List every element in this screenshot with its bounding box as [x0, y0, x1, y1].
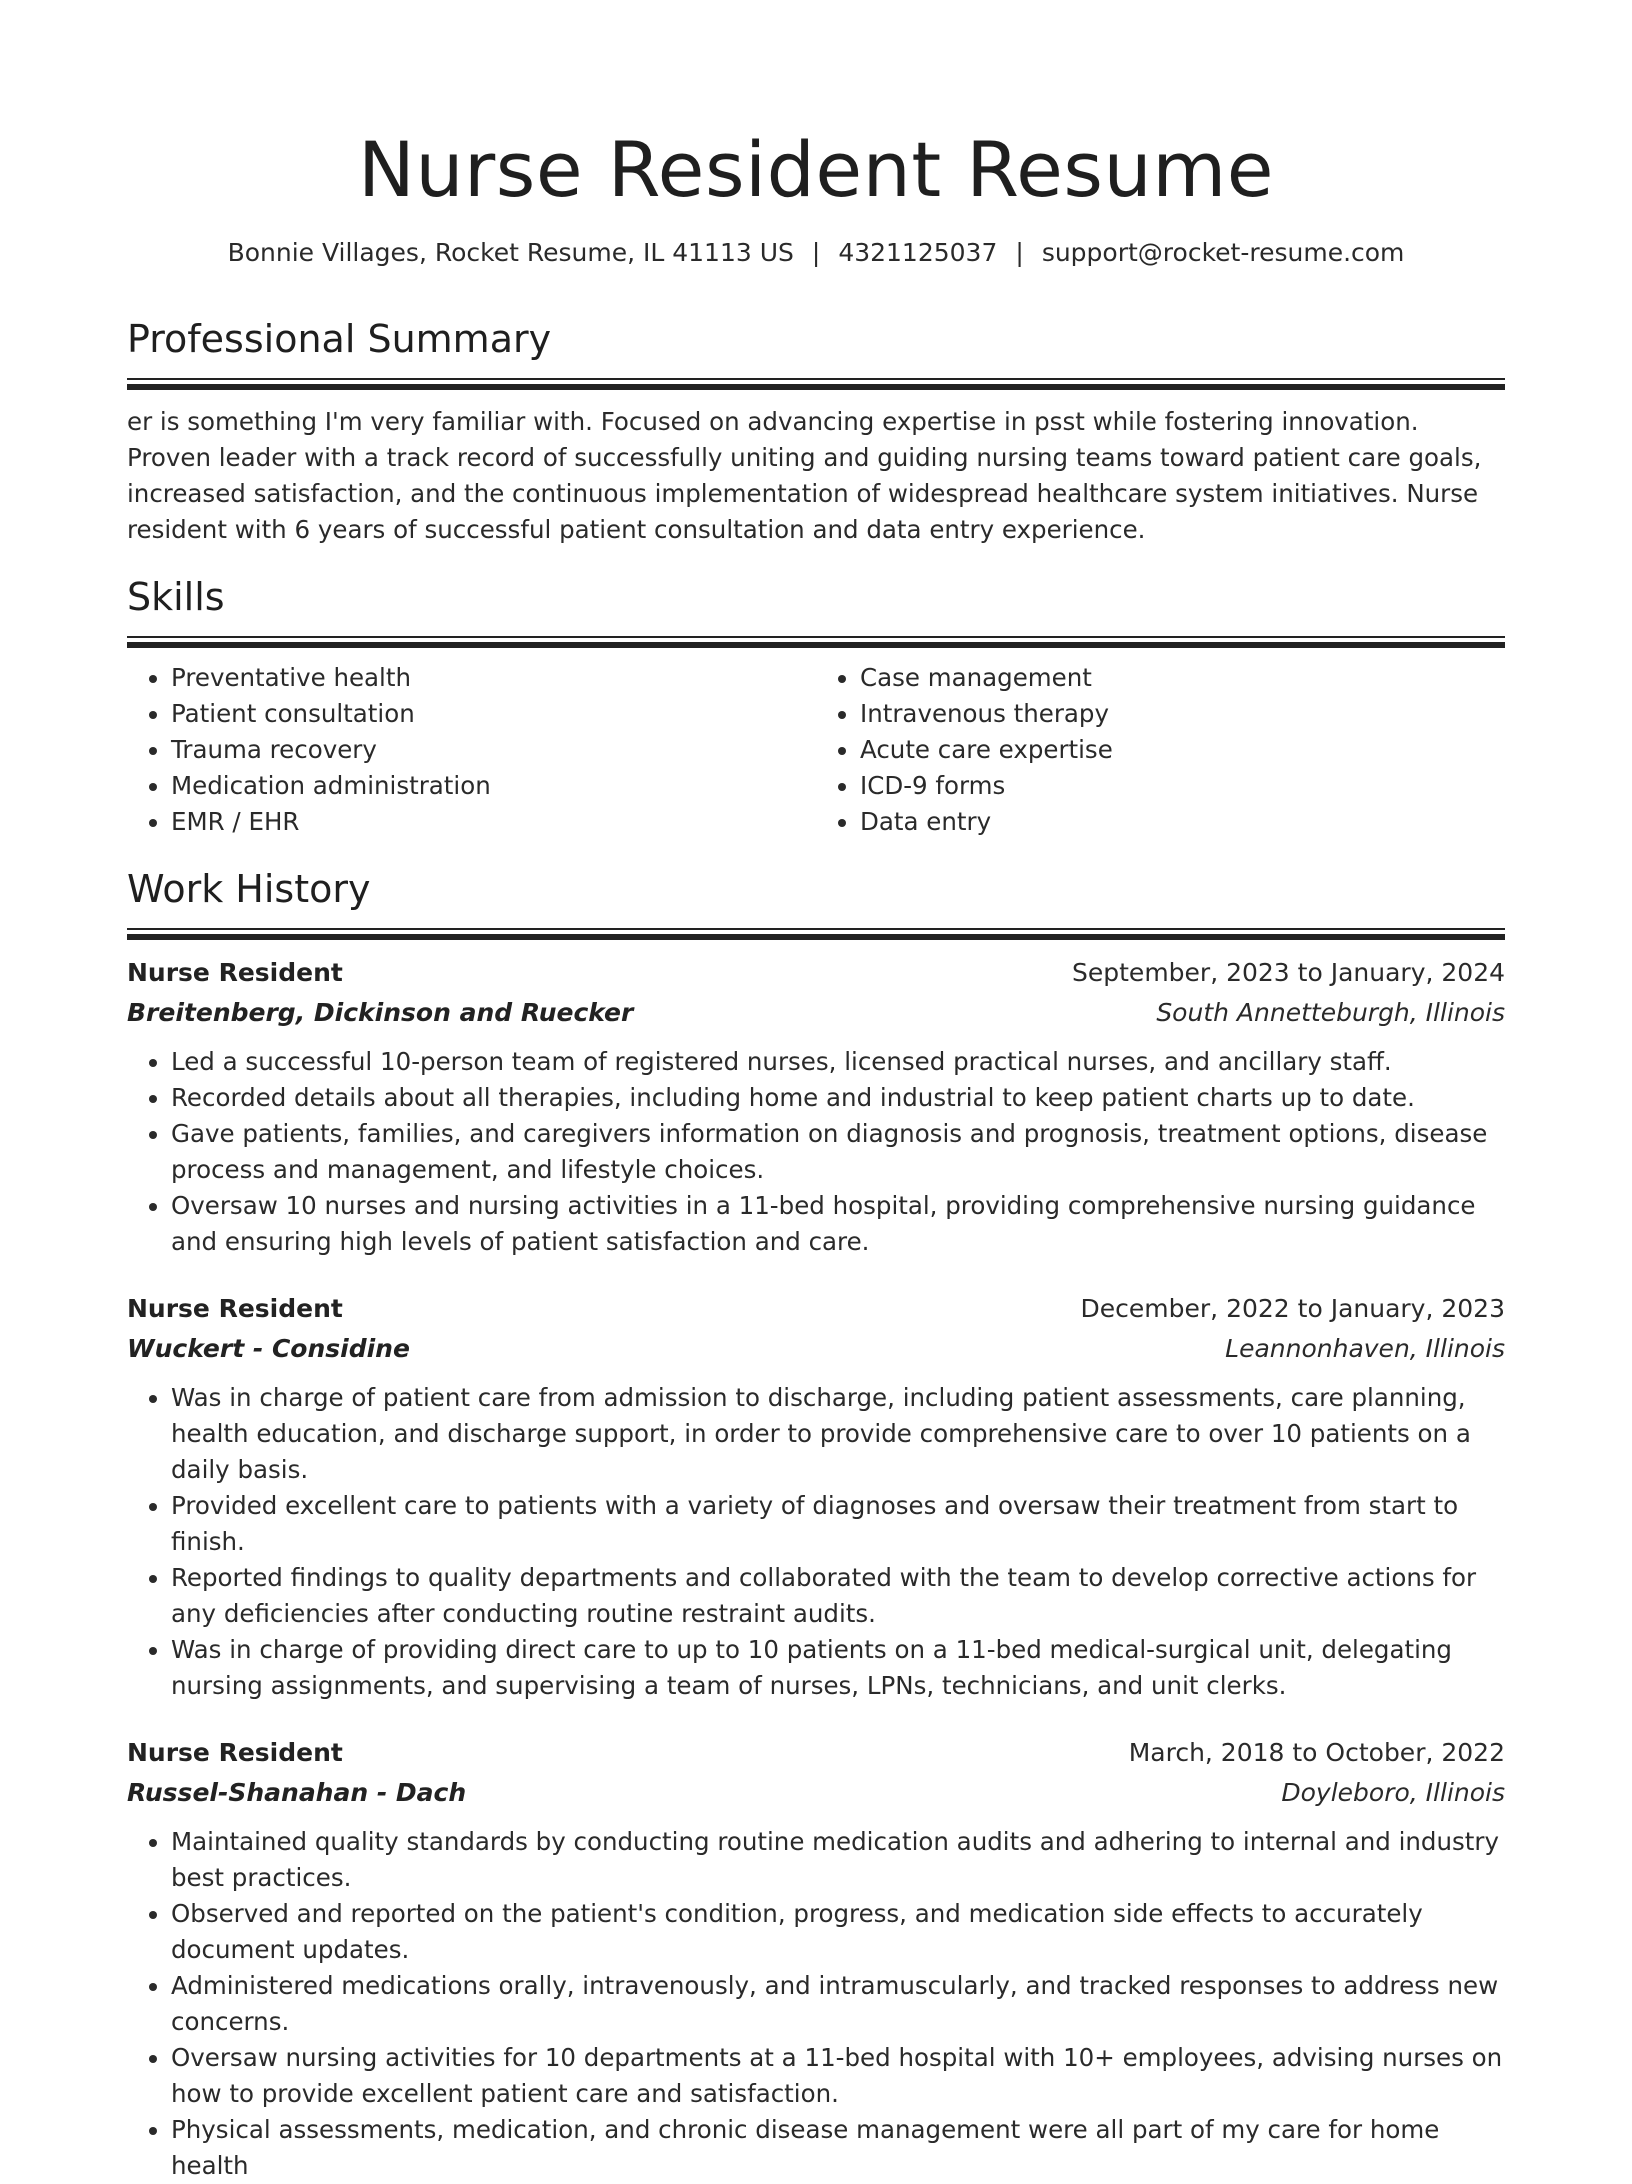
job-bullet: • Administered medications orally, intravenously, and intramuscularly, and tracked responses to address new concerns.: [171, 1968, 1505, 2040]
section-divider: [127, 928, 1505, 940]
contact-separator: |: [1015, 238, 1024, 267]
job-bullets: [127, 1380, 1505, 1704]
job-subheader: [127, 994, 1505, 1032]
job-company: Wuckert - Considine: [127, 1334, 410, 1363]
contact-address: Bonnie Villages, Rocket Resume, IL 41113 US: [227, 238, 794, 267]
skill-item: • Case management: [860, 660, 1505, 696]
job-location: Doyleboro, Illinois: [1281, 1778, 1505, 1807]
job-bullet: • Led a successful 10-person team of registered nurses, licensed practical nurses, and ancillary staff.: [171, 1044, 1505, 1080]
contact-phone: 4321125037: [838, 238, 998, 267]
section-divider: [127, 378, 1505, 390]
job-dates: March, 2018 to October, 2022: [1128, 1738, 1505, 1767]
skills-columns: [127, 660, 1505, 840]
skill-item: • Trauma recovery: [171, 732, 816, 768]
contact-line: [127, 236, 1505, 270]
job-entry: [127, 954, 1505, 1260]
job-bullet: • Oversaw 10 nurses and nursing activities in a 11-bed hospital, providing comprehensive nursing guidance and ensuring high levels of patient satisfaction and care.: [171, 1188, 1505, 1260]
job-title: Nurse Resident: [127, 1294, 343, 1323]
job-bullet: • Maintained quality standards by conducting routine medication audits and adhering to internal and industry best practices.: [171, 1824, 1505, 1896]
job-subheader: [127, 1330, 1505, 1368]
job-bullet: • Provided excellent care to patients with a variety of diagnoses and oversaw their treatment from start to finish.: [171, 1488, 1505, 1560]
skills-section: [127, 572, 1505, 840]
skill-item: • ICD-9 forms: [860, 768, 1505, 804]
job-bullet: • Was in charge of providing direct care to up to 10 patients on a 11-bed medical-surgical unit, delegating nursing assignments, and supervising a team of nurses, LPNs, technicians, and unit clerks.: [171, 1632, 1505, 1704]
job-location: Leannonhaven, Illinois: [1225, 1334, 1505, 1363]
job-header: [127, 1734, 1505, 1772]
skills-right-list: [816, 660, 1505, 840]
job-bullet: • Recorded details about all therapies, including home and industrial to keep patient charts up to date.: [171, 1080, 1505, 1116]
work-section: [127, 864, 1505, 2184]
summary-heading: Professional Summary: [127, 317, 552, 361]
job-title: Nurse Resident: [127, 958, 343, 987]
skill-item: • Intravenous therapy: [860, 696, 1505, 732]
job-entry: [127, 1734, 1505, 2184]
job-bullets: [127, 1824, 1505, 2184]
work-heading: Work History: [127, 867, 371, 911]
skills-left-list: [127, 660, 816, 840]
skill-item: • Preventative health: [171, 660, 816, 696]
job-dates: September, 2023 to January, 2024: [1072, 958, 1505, 987]
contact-email: support@rocket-resume.com: [1041, 238, 1405, 267]
contact-separator: |: [811, 238, 821, 267]
job-bullets: [127, 1044, 1505, 1260]
job-subheader: [127, 1774, 1505, 1812]
job-title: Nurse Resident: [127, 1738, 343, 1767]
section-divider: [127, 636, 1505, 648]
skill-item: • Data entry: [860, 804, 1505, 840]
skill-item: • Patient consultation: [171, 696, 816, 732]
job-bullet: • Reported findings to quality departments and collaborated with the team to develop corrective actions for any deficiencies after conducting routine restraint audits.: [171, 1560, 1505, 1632]
job-location: South Annetteburgh, Illinois: [1156, 998, 1505, 1027]
job-bullet: • Oversaw nursing activities for 10 departments at a 11-bed hospital with 10+ employees, advising nurses on how to provide excellent patient care and satisfaction.: [171, 2040, 1505, 2112]
job-dates: December, 2022 to January, 2023: [1080, 1294, 1505, 1323]
job-bullet: • Gave patients, families, and caregivers information on diagnosis and prognosis, treatment options, disease process and management, and lifestyle choices.: [171, 1116, 1505, 1188]
skill-item: • Medication administration: [171, 768, 816, 804]
resume-title: Nurse Resident Resume: [358, 125, 1274, 214]
skill-item: • Acute care expertise: [860, 732, 1505, 768]
skill-item: • EMR / EHR: [171, 804, 816, 840]
skills-heading: Skills: [127, 575, 225, 619]
job-header: [127, 954, 1505, 992]
job-company: Russel-Shanahan - Dach: [127, 1778, 467, 1807]
job-bullet: • Physical assessments, medication, and chronic disease management were all part of my care for home health: [171, 2112, 1505, 2184]
job-entry: [127, 1290, 1505, 1704]
summary-section: [127, 314, 1505, 548]
job-company: Breitenberg, Dickinson and Ruecker: [127, 998, 634, 1027]
job-header: [127, 1290, 1505, 1328]
summary-text: er is something I'm very familiar with. Focused on advancing expertise in psst while fostering innovation. Proven leader with a track record of successfully uniting and guiding nursing teams toward patient care goals, increased satisfaction, and the continuous implementation of widespread healthcare system initiatives. Nurse resident with 6 years of successful patient consultation and data entry experience.: [127, 407, 1482, 544]
job-bullet: • Observed and reported on the patient's condition, progress, and medication side effects to accurately document updates.: [171, 1896, 1505, 1968]
job-bullet: • Was in charge of patient care from admission to discharge, including patient assessments, care planning, health education, and discharge support, in order to provide comprehensive care to over 10 patients on a daily basis.: [171, 1380, 1505, 1488]
